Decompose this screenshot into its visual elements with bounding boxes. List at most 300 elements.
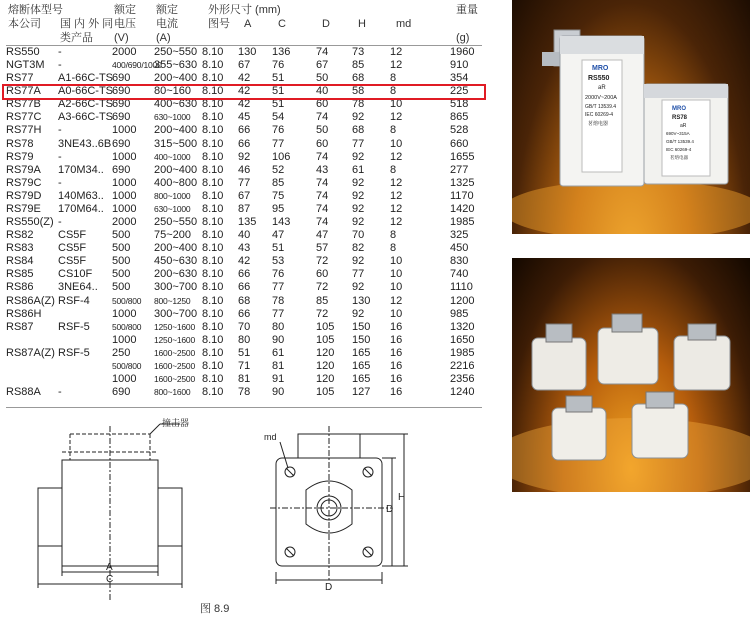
cell-fig: 8.10 (202, 216, 224, 229)
cell-weight: 225 (450, 85, 469, 98)
cell-a: 66 (238, 137, 251, 150)
small-fuse-rating: 690V~315A (666, 131, 690, 136)
cell-c: 52 (272, 163, 285, 176)
cell-c: 75 (272, 189, 285, 202)
cell-c: 51 (272, 242, 285, 255)
cell-h: 92 (352, 150, 365, 163)
cell-current: 400~630 (154, 98, 198, 111)
cell-model: RS77 (6, 72, 34, 85)
cell-d: 74 (316, 46, 329, 58)
col-header-current-sub: 电流 (156, 18, 178, 30)
cell-domestic: - (58, 386, 62, 399)
cell-current: 200~400 (154, 124, 198, 137)
cell-weight: 865 (450, 111, 469, 124)
cell-c: 78 (272, 294, 285, 307)
cell-c: 81 (272, 359, 285, 372)
cell-voltage: 1000 (112, 373, 137, 385)
cell-weight: 528 (450, 124, 469, 137)
cell-voltage: 1000 (112, 124, 137, 137)
cell-domestic: - (58, 124, 62, 137)
cell-current: 1600~2500 (154, 360, 195, 371)
cell-model: RS79A (6, 163, 41, 176)
cell-md: 16 (390, 386, 403, 399)
cell-model: RS79E (6, 202, 41, 215)
cell-h: 150 (352, 320, 371, 333)
cell-current: 1250~1600 (154, 321, 195, 332)
cell-c: 80 (272, 320, 285, 333)
cell-fig: 8.10 (202, 255, 224, 268)
dimension-drawings (0, 412, 500, 620)
table-bottom-rule (6, 407, 482, 408)
cell-domestic: 3NE43..6B (58, 137, 112, 150)
cell-d: 40 (316, 85, 329, 98)
table-row (6, 203, 482, 216)
cell-domestic: RSF-5 (58, 346, 90, 359)
cell-c: 53 (272, 255, 285, 268)
table-row (6, 242, 482, 255)
table-row (6, 360, 482, 373)
cell-model: RS86H (6, 307, 42, 320)
cell-domestic: CS5F (58, 255, 87, 268)
cell-d: 120 (316, 373, 335, 385)
table-row (6, 164, 482, 177)
cell-weight: 1655 (450, 150, 475, 163)
cell-current: 800~1600 (154, 387, 191, 398)
col-header-weight: 重量 (456, 4, 478, 16)
cell-h: 61 (352, 163, 365, 176)
cell-a: 66 (238, 281, 251, 294)
cell-h: 92 (352, 111, 365, 124)
cell-h: 92 (352, 307, 365, 320)
cell-c: 90 (272, 386, 285, 399)
cell-domestic: 3NE64.. (58, 281, 98, 294)
cell-current: 1600~2500 (154, 347, 195, 358)
cell-domestic: A0-66C-TS (58, 85, 114, 98)
cell-h: 130 (352, 294, 371, 307)
cell-weight: 985 (450, 307, 469, 320)
cell-current: 200~400 (154, 72, 198, 85)
cell-domestic: - (58, 150, 62, 163)
table-row (6, 255, 482, 268)
fuse-group-front-right (632, 392, 688, 458)
cell-d: 74 (316, 176, 329, 189)
cell-voltage: 690 (112, 386, 131, 399)
cell-domestic: - (58, 46, 62, 58)
cell-fig: 8.10 (202, 111, 224, 124)
cell-weight: 1325 (450, 176, 475, 189)
cell-weight: 1420 (450, 202, 475, 215)
table-row (6, 386, 482, 399)
cell-weight: 830 (450, 255, 469, 268)
cell-md: 12 (390, 176, 403, 189)
cell-h: 92 (352, 176, 365, 189)
cell-domestic: A1-66C-TS (58, 72, 114, 85)
cell-d: 43 (316, 163, 329, 176)
cell-h: 92 (352, 202, 365, 215)
fuse-group-front-left (552, 396, 606, 460)
cell-current: 300~700 (154, 307, 198, 320)
cell-a: 77 (238, 176, 251, 189)
cell-d: 74 (316, 150, 329, 163)
cell-model: NGT3M (6, 59, 45, 72)
cell-fig: 8.10 (202, 294, 224, 307)
cell-fig: 8.10 (202, 229, 224, 242)
cell-d: 74 (316, 202, 329, 215)
table-row (6, 111, 482, 124)
cell-model: RS86 (6, 281, 34, 294)
cell-md: 16 (390, 320, 403, 333)
product-photo-bottom (512, 258, 750, 492)
cell-h: 127 (352, 386, 371, 399)
cell-c: 106 (272, 150, 291, 163)
cell-d: 57 (316, 242, 329, 255)
table-row (6, 334, 482, 347)
cell-voltage: 500/800 (112, 360, 142, 371)
cell-model: RS85 (6, 268, 34, 281)
cell-voltage: 2000 (112, 216, 137, 229)
cell-weight: 1960 (450, 46, 475, 58)
cell-md: 12 (390, 294, 403, 307)
cell-weight: 1985 (450, 346, 475, 359)
cell-fig: 8.10 (202, 137, 224, 150)
cell-current: 800~1250 (154, 295, 191, 306)
cell-voltage: 690 (112, 85, 131, 98)
cell-h: 92 (352, 189, 365, 202)
cell-weight: 277 (450, 163, 469, 176)
cell-fig: 8.10 (202, 373, 224, 385)
table-row (6, 151, 482, 164)
cell-a: 130 (238, 46, 257, 58)
cell-model: RS77A (6, 85, 41, 98)
cell-voltage: 690 (112, 72, 131, 85)
col-header-current-unit: (A) (156, 32, 171, 44)
big-fuse-std1: GB/T 13539.4 (585, 104, 617, 110)
table-row (6, 347, 482, 360)
cell-weight: 2216 (450, 359, 475, 372)
cell-c: 76 (272, 268, 285, 281)
table-row (6, 295, 482, 308)
cell-a: 87 (238, 202, 251, 215)
table-row (6, 98, 482, 111)
cell-model: RS550 (6, 46, 40, 58)
small-fuse-maker: 茗熔电器 (670, 155, 688, 160)
big-fuse-std2: IEC 60269-4 (585, 112, 614, 118)
cell-current: 630~1000 (154, 112, 191, 123)
striker-label: 撞击器 (162, 418, 190, 428)
cell-voltage: 1000 (112, 176, 137, 189)
cell-a: 67 (238, 59, 251, 72)
cell-md: 8 (390, 72, 397, 85)
cell-weight: 1240 (450, 386, 475, 399)
cell-voltage: 690 (112, 163, 131, 176)
cell-d: 120 (316, 359, 335, 372)
dim-c-side: C (106, 574, 114, 585)
cell-h: 58 (352, 85, 365, 98)
cell-md: 16 (390, 373, 403, 385)
cell-d: 120 (316, 346, 335, 359)
fuse-group-back-left (532, 324, 586, 390)
table-row (6, 268, 482, 281)
cell-c: 90 (272, 333, 285, 346)
cell-current: 450~630 (154, 255, 198, 268)
cell-model: RS550(Z) (6, 216, 54, 229)
cell-current: 1250~1600 (154, 334, 195, 345)
cell-voltage: 1000 (112, 333, 137, 346)
cell-c: 47 (272, 229, 285, 242)
cell-h: 77 (352, 137, 365, 150)
cell-domestic: 170M34.. (58, 163, 104, 176)
cell-current: 200~400 (154, 163, 198, 176)
cell-a: 78 (238, 386, 251, 399)
cell-d: 72 (316, 307, 329, 320)
cell-fig: 8.10 (202, 320, 224, 333)
cell-md: 12 (390, 59, 403, 72)
col-header-model-sub: 本公司 (8, 18, 41, 30)
cell-fig: 8.10 (202, 189, 224, 202)
table-row (6, 281, 482, 294)
cell-d: 72 (316, 281, 329, 294)
col-header-weight-unit: (g) (456, 32, 470, 44)
cell-current: 80~160 (154, 85, 192, 98)
cell-md: 8 (390, 242, 397, 255)
cell-md: 10 (390, 255, 403, 268)
cell-md: 10 (390, 268, 403, 281)
cell-h: 73 (352, 46, 365, 58)
cell-h: 82 (352, 242, 365, 255)
cell-current: 630~1000 (154, 203, 191, 214)
cell-fig: 8.10 (202, 242, 224, 255)
cell-weight: 1170 (450, 189, 474, 202)
big-fuse-sub: aR (598, 85, 606, 91)
cell-d: 105 (316, 386, 335, 399)
cell-current: 315~500 (154, 137, 198, 150)
cell-fig: 8.10 (202, 46, 224, 58)
cell-model: RS79D (6, 189, 42, 202)
cell-current: 300~700 (154, 281, 198, 294)
cell-a: 135 (238, 216, 257, 229)
cell-weight: 660 (450, 137, 469, 150)
cell-c: 85 (272, 176, 285, 189)
table-row (6, 190, 482, 203)
cell-a: 66 (238, 124, 251, 137)
big-fuse-model: RS550 (588, 75, 610, 82)
dim-d-front: D (325, 582, 333, 593)
cell-h: 68 (352, 72, 365, 85)
col-header-h: H (358, 18, 366, 30)
cell-md: 12 (390, 46, 403, 58)
cell-c: 77 (272, 281, 285, 294)
table-row (6, 46, 482, 59)
cell-domestic: 140M63.. (58, 189, 104, 202)
cell-a: 92 (238, 150, 251, 163)
col-header-domestic-sub: 类产品 (60, 32, 93, 44)
cell-c: 76 (272, 124, 285, 137)
cell-domestic: 170M64.. (58, 202, 104, 215)
cell-a: 40 (238, 229, 251, 242)
cell-current: 1600~2500 (154, 374, 195, 384)
cell-voltage: 400/690/1000 (112, 60, 162, 71)
small-fuse-model: RS78 (672, 115, 688, 121)
cell-d: 105 (316, 333, 335, 346)
col-header-domestic: 国 内 外 同 (60, 18, 114, 30)
cell-model: RS87A(Z) (6, 346, 55, 359)
table-row (6, 138, 482, 151)
cell-voltage: 1000 (112, 150, 137, 163)
cell-md: 16 (390, 333, 403, 346)
cell-weight: 910 (450, 59, 469, 72)
cell-weight: 1985 (450, 216, 475, 229)
cell-model: RS77C (6, 111, 42, 124)
cell-weight: 1650 (450, 333, 475, 346)
col-header-d: D (322, 18, 330, 30)
cell-d: 67 (316, 59, 329, 72)
cell-voltage: 500 (112, 255, 131, 268)
cell-h: 165 (352, 373, 371, 385)
cell-md: 12 (390, 189, 403, 202)
cell-weight: 740 (450, 268, 469, 281)
big-fuse-brand: MRO (592, 65, 609, 72)
cell-a: 70 (238, 320, 251, 333)
small-fuse-sub: aR (680, 123, 687, 129)
cell-md: 12 (390, 216, 403, 229)
cell-voltage: 500 (112, 268, 131, 281)
cell-fig: 8.10 (202, 359, 224, 372)
cell-h: 150 (352, 333, 371, 346)
cell-model: RS87 (6, 320, 34, 333)
col-header-model: 熔断体型号 (8, 4, 63, 16)
cell-c: 77 (272, 307, 285, 320)
cell-c: 143 (272, 216, 291, 229)
cell-md: 16 (390, 346, 403, 359)
table-row (6, 308, 482, 321)
cell-weight: 1320 (450, 320, 475, 333)
cell-voltage: 500 (112, 229, 131, 242)
fuse-group-back-right (674, 324, 730, 390)
cell-d: 74 (316, 189, 329, 202)
cell-h: 92 (352, 255, 365, 268)
cell-a: 66 (238, 268, 251, 281)
cell-fig: 8.10 (202, 268, 224, 281)
cell-fig: 8.10 (202, 124, 224, 137)
cell-d: 47 (316, 229, 329, 242)
col-header-a: A (244, 18, 252, 30)
cell-c: 95 (272, 202, 285, 215)
table-row (6, 216, 482, 229)
cell-fig: 8.10 (202, 59, 224, 72)
cell-model: RS79 (6, 150, 34, 163)
col-header-current: 额定 (156, 4, 178, 16)
cell-c: 54 (272, 111, 285, 124)
cell-current: 75~200 (154, 229, 192, 242)
cell-d: 50 (316, 72, 329, 85)
cell-model: RS77H (6, 124, 42, 137)
cell-a: 42 (238, 85, 251, 98)
cell-current: 400~1000 (154, 151, 191, 162)
cell-model: RS79C (6, 176, 42, 189)
cell-domestic: RSF-5 (58, 320, 90, 333)
cell-md: 8 (390, 85, 397, 98)
cell-d: 60 (316, 268, 329, 281)
cell-voltage: 250 (112, 346, 131, 359)
big-fuse-rating: 2000V~200A (585, 95, 617, 101)
cell-voltage: 2000 (112, 46, 137, 58)
cell-md: 8 (390, 124, 397, 137)
cell-current: 355~630 (154, 59, 198, 72)
cell-h: 68 (352, 124, 365, 137)
cell-model: RS77B (6, 98, 41, 111)
cell-h: 77 (352, 268, 365, 281)
cell-d: 74 (316, 111, 329, 124)
cell-model: RS88A (6, 386, 41, 399)
cell-a: 51 (238, 346, 251, 359)
cell-d: 60 (316, 137, 329, 150)
cell-h: 92 (352, 216, 365, 229)
dim-a-side: A (106, 562, 113, 573)
cell-current: 250~550 (154, 46, 198, 58)
cell-voltage: 500 (112, 281, 131, 294)
table-row (6, 229, 482, 242)
cell-domestic: - (58, 59, 62, 72)
cell-fig: 8.10 (202, 72, 224, 85)
cell-voltage: 500 (112, 242, 131, 255)
cell-a: 42 (238, 255, 251, 268)
cell-weight: 354 (450, 72, 469, 85)
product-photo-top (512, 0, 750, 234)
cell-a: 66 (238, 307, 251, 320)
cell-c: 136 (272, 46, 291, 58)
col-header-fig: 图号 (208, 18, 230, 30)
cell-current: 400~800 (154, 176, 198, 189)
cell-md: 10 (390, 307, 403, 320)
cell-model: RS84 (6, 255, 34, 268)
cell-md: 10 (390, 137, 403, 150)
dim-h-front: H (398, 492, 406, 503)
fuse-group-back-center (598, 314, 658, 384)
cell-a: 43 (238, 242, 251, 255)
table-row (6, 321, 482, 334)
cell-domestic: CS5F (58, 229, 87, 242)
cell-fig: 8.10 (202, 386, 224, 399)
cell-md: 12 (390, 150, 403, 163)
table-row (6, 124, 482, 137)
highlight-box-rs77a (2, 84, 486, 100)
cell-fig: 8.10 (202, 176, 224, 189)
cell-a: 45 (238, 111, 251, 124)
cell-voltage: 1000 (112, 307, 137, 320)
cell-voltage: 1000 (112, 202, 137, 215)
cell-current: 200~630 (154, 268, 198, 281)
cell-voltage: 690 (112, 98, 131, 111)
cell-md: 16 (390, 359, 403, 372)
cell-h: 78 (352, 98, 365, 111)
small-fuse-std1: GB/T 13539.4 (666, 139, 694, 144)
col-header-dims: 外形尺寸 (mm) (208, 4, 281, 16)
cell-fig: 8.10 (202, 163, 224, 176)
table-row (6, 59, 482, 72)
cell-d: 50 (316, 124, 329, 137)
cell-c: 76 (272, 59, 285, 72)
cell-md: 8 (390, 229, 397, 242)
cell-voltage: 500/800 (112, 321, 142, 332)
col-header-c: C (278, 18, 286, 30)
cell-domestic: - (58, 216, 62, 229)
table-row (6, 177, 482, 190)
md-label: md (264, 432, 277, 442)
cell-fig: 8.10 (202, 333, 224, 346)
cell-model: RS86A(Z) (6, 294, 55, 307)
cell-domestic: A3-66C-TS (58, 111, 114, 124)
cell-model: RS78 (6, 137, 34, 150)
